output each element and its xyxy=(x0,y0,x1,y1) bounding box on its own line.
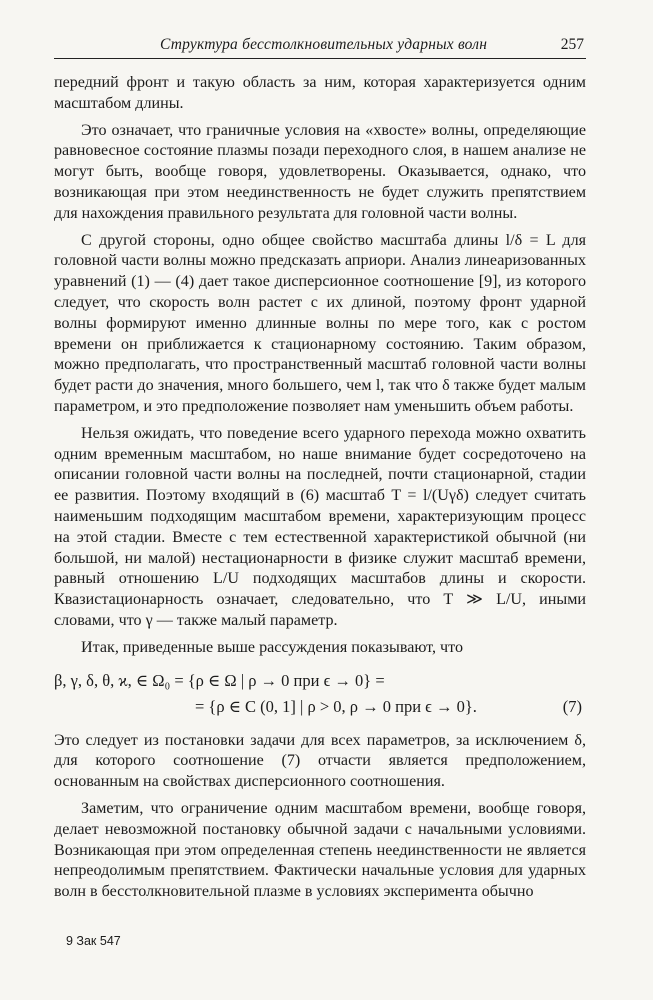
printer-signature: 9 Зак 547 xyxy=(66,934,121,948)
paragraph: Нельзя ожидать, что поведение всего ударного перехода можно охватить одним временным масштабом, но наше внимание будет сосредоточено на описании головной части волны на последней, почти стационарной, стадии ее развития. Поэтому входящий в (6) масштаб T = l/(Uγδ) следует считать наименьшим подходящим масштабом времени, характеризующим процесс на этой стадии. Вместе с тем естественной характеристикой обычной (ни большой, ни малой) нестационарности в физике служит масштаб времени, равный отношению L/U подходящих масштабов длины и скорости. Квазистационарность означает, следовательно, что T ≫ L/U, иными словами, что γ — также малый параметр. xyxy=(54,424,586,629)
page-body xyxy=(54,73,586,903)
paragraph: Это означает, что граничные условия на «хвосте» волны, определяющие равновесное состояние плазмы позади переходного слоя, в нашем анализе не могут быть, вообще говоря, удовлетворены. Оказывается, однако, что возникающая при этом неединственность не будет служить препятствием для нахождения правильного результата для головной части волны. xyxy=(54,121,586,222)
equation-line-2: = {ρ ∈ C (0, 1] | ρ > 0, ρ → 0 при ϵ → 0}. xyxy=(195,696,477,716)
paragraph: Заметим, что ограничение одним масштабом времени, вообще говоря, делает невозможной постановку обычной задачи с начальными условиями. Возникающая при этом определенная степень неединственности не является непреодолимым препятствием. Фактически начальные условия для ударных волн в бесстолкновительной плазме в условиях эксперимента обычно xyxy=(54,799,586,901)
paragraph: Итак, приведенные выше рассуждения показывают, что xyxy=(81,638,463,656)
running-header xyxy=(54,34,586,59)
equation-number: (7) xyxy=(562,696,582,716)
paragraph: Это следует из постановки задачи для всех параметров, за исключением δ, для которого соотношение (7) отчасти является предположением, основанным на свойствах дисперсионного соотношения. xyxy=(54,731,586,791)
paragraph: передний фронт и такую область за ним, которая характеризуется одним масштабом длины. xyxy=(54,74,586,112)
page-number: 257 xyxy=(560,36,584,53)
running-title: Структура бесстолкновительных ударных волн xyxy=(160,36,488,53)
equation-7 xyxy=(54,671,586,721)
paragraph: С другой стороны, одно общее свойство масштаба длины l/δ = L для головной части волны можно предсказать априори. Анализ линеаризованных уравнений (1) — (4) дает такое дисперсионное соотношение [9], из которого следует, что скорость волн растет с их длиной, поэтому фронт ударной волны формируют именно длинные волны по мере того, как с ростом времени он приближается к стационарному состоянию. Таким образом, можно предполагать, что пространственный масштаб головной части волны будет расти до значения, много большего, чем l, так что δ также будет малым параметром, и это предположение позволяет нам уменьшить объем работы. xyxy=(54,231,586,415)
equation-line-1: β, γ, δ, θ, ϰ, ∈ Ω₀ = {ρ ∈ Ω | ρ → 0 при ϵ → 0} = xyxy=(54,670,385,690)
